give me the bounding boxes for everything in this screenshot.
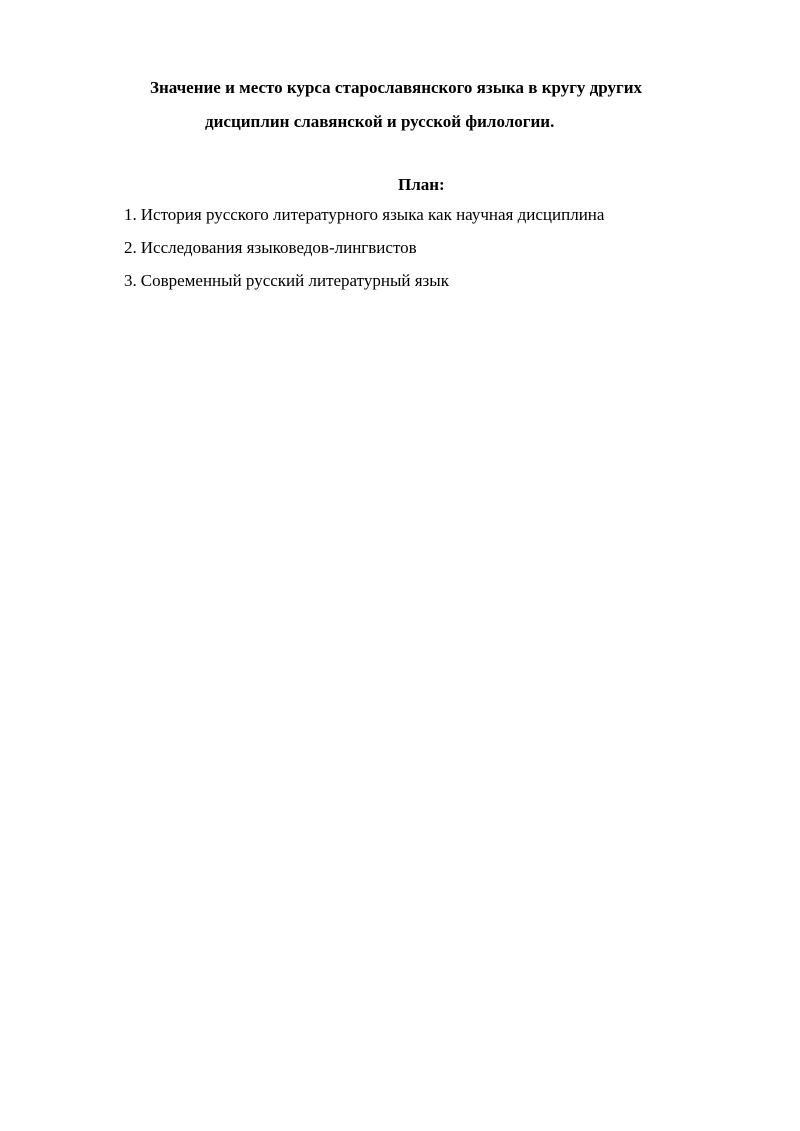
document-title-line-2: дисциплин славянской и русской филологии. <box>205 112 555 131</box>
plan-item-text: Исследования языковедов-лингвистов <box>140 238 417 257</box>
plan-item-3 <box>124 271 604 291</box>
plan-heading: План: <box>398 175 445 194</box>
plan-item-text: История русского литературного языка как научная дисциплина <box>140 205 605 224</box>
plan-item-text: Современный русский литературный язык <box>140 271 449 290</box>
plan-item-1 <box>124 205 604 225</box>
plan-item-number: 3. <box>124 271 137 290</box>
plan-list <box>124 205 604 304</box>
plan-item-2 <box>124 238 604 258</box>
plan-item-number: 1. <box>124 205 137 224</box>
plan-item-number: 2. <box>124 238 137 257</box>
document-title-line-1: Значение и место курса старославянского языка в кругу других <box>150 78 643 97</box>
